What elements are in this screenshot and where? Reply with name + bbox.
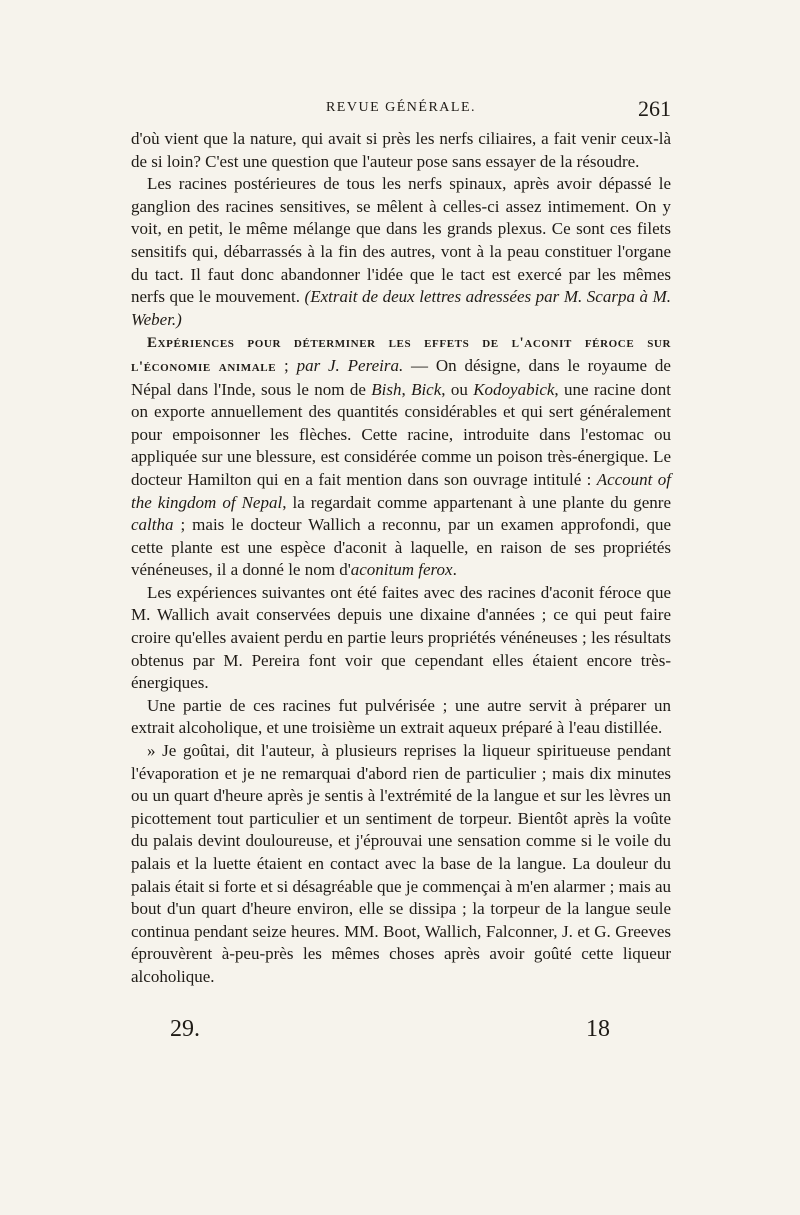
paragraph <box>131 128 671 173</box>
text-run: — On désigne, dans le royaume de Népal dans l'Inde, sous le nom de <box>131 355 671 399</box>
page-header <box>131 96 671 126</box>
text-run: Les expériences suivantes ont été faites avec des racines d'aconit féroce que M. Wallich avait conservées depuis une dixaine d'années ; ce qui peut faire croire qu'elles avaient perdu en partie leurs propriétés vénéneuses ; les résultats obtenus par M. Pereira font voir que cependant elles étaient encore très-énergiques. <box>131 582 671 693</box>
italic-text: Account of the kingdom of Nepal <box>131 469 671 512</box>
italic-text: (Extrait de deux lettres adressées par M. Scarpa à M. Weber.) <box>131 287 671 329</box>
italic-text: Bick <box>411 379 442 399</box>
text-run: , <box>401 379 412 399</box>
paragraph <box>131 695 671 740</box>
paragraph <box>131 582 671 695</box>
text-run: Les racines postérieures de tous les nerfs spinaux, après avoir dépassé le ganglion des racines sensitives, se mêlent à celles-ci assez intimement. On y voit, en petit, le même mélange que dans les grands plexus. Ce sont ces filets sensitifs qui, débarrassés à la fin des autres, vont à la peau constituer l'organe du tact. Il faut donc abandonner l'idée que le tact est exercé par les mêmes nerfs que le mouvement. <box>131 174 671 307</box>
section-heading: Expériences pour déterminer les effets de l'aconit féroce sur l'économie animale <box>131 335 671 375</box>
text-run: Une partie de ces racines fut pulvérisée ; une autre servit à préparer un extrait alcoholique, et une troisième un extrait aqueux préparé à l'eau distillée. <box>131 695 671 738</box>
text-run: , ou <box>441 379 474 399</box>
italic-text: aconitum ferox <box>350 560 453 580</box>
text-run: , la regardait comme appartenant à une plante du genre <box>282 492 671 512</box>
paragraph <box>131 740 671 989</box>
italic-text: par J. Pereira. <box>296 355 404 375</box>
italic-text: Kodoyabick <box>473 379 555 399</box>
text-run: . <box>452 560 457 580</box>
text-run: ; <box>276 355 297 375</box>
text-run: » Je goûtai, dit l'auteur, à plusieurs reprises la liqueur spiritueuse pendant l'évaporation et je ne remarquai d'abord rien de particulier ; mais dix minutes ou un quart d'heure après je sentis à l'extrémité de la langue et sur les lèvres un picottement tout particulier et un sentiment de torpeur. Bientôt après la voûte du palais devint douloureuse, et j'éprouvai une sensation comme si le voile du palais et la luette étaient en contact avec la base de la langue. La douleur du palais était si forte et si désagréable que je commençai à m'en alarmer ; mais au bout d'un quart d'heure environ, elle se dissipa ; la torpeur de la langue seule continua pendant seize heures. MM. Boot, Wallich, Falconner, J. et G. Greeves éprouvèrent à-peu-près les mêmes choses après avoir goûté cette liqueur alcoholique. <box>131 741 671 986</box>
paragraph <box>131 331 671 582</box>
text-run: ; mais le docteur Wallich a reconnu, par un examen approfondi, que cette plante est une espèce d'aconit à laquelle, en raison de ses propriétés vénéneuses, il a donné le nom d' <box>131 515 671 580</box>
text-run: , une racine dont on exporte annuellement des quantités considérables et qui sert généralement pour empoisonner les flèches. Cette racine, introduite dans l'estomac ou appliquée sur une blessure, est considérée comme un poison très-énergique. Le docteur Hamilton qui en a fait mention dans son ouvrage intitulé : <box>131 379 672 489</box>
page-number: 261 <box>638 96 671 121</box>
italic-text: caltha <box>131 515 174 535</box>
paragraph <box>131 173 671 331</box>
signature-mark-left: 29. <box>170 1016 200 1042</box>
running-head: REVUE GÉNÉRALE. <box>325 100 477 115</box>
italic-text: Bish <box>371 379 402 399</box>
body-text <box>131 128 671 989</box>
signature-mark-right: 18 <box>586 1016 610 1042</box>
text-run: d'où vient que la nature, qui avait si près les nerfs ciliaires, a fait venir ceux-là de si loin? C'est une question que l'auteur pose sans essayer de la résoudre. <box>131 129 671 171</box>
page-footer <box>170 1016 610 1046</box>
